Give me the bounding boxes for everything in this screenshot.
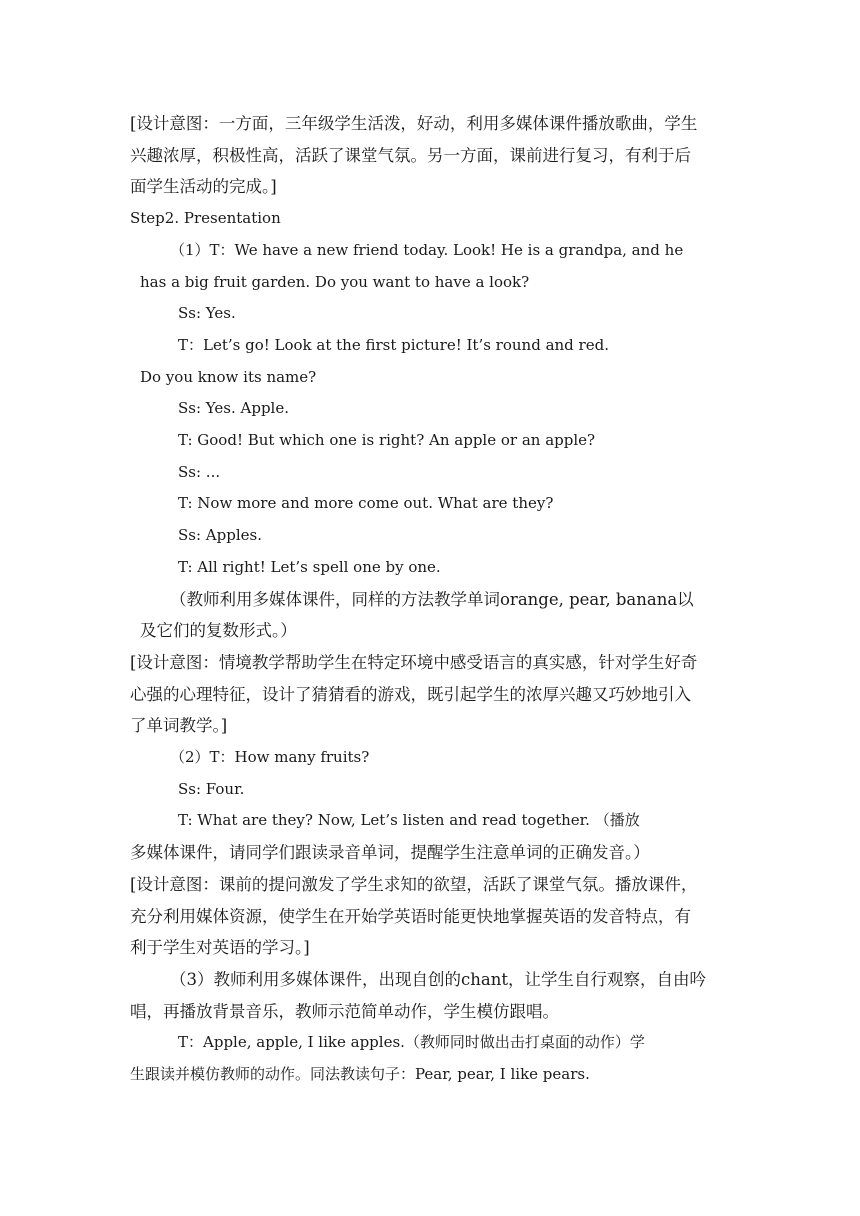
activity-line: （3）教师利用多媒体课件，出现自创的chant，让学生自行观察，自由吟 [170,969,706,989]
step-heading: Step2. Presentation [130,209,281,228]
teacher-note-line: （教师利用多媒体课件，同样的方法教学单词orange, pear, banana以 [170,589,694,609]
design-intent-paragraph-3-line-1: [设计意图：课前的提问激发了学生求知的欲望，活跃了课堂气氛。播放课件， [130,874,698,894]
dialogue-line: Ss: ... [178,462,221,481]
design-intent-paragraph-3-line-3: 利于学生对英语的学习。] [130,938,310,958]
dialogue-line: Do you know its name? [140,367,317,386]
dialogue-line: Ss: Four. [178,779,245,798]
document-page [130,108,730,1091]
design-intent-paragraph-2-line-1: [设计意图：情境教学帮助学生在特定环境中感受语言的真实感，针对学生好奇 [130,652,698,672]
dialogue-line: T: What are they? Now, Let’s listen and read together. （播放 [178,811,640,830]
dialogue-line: T: All right! Let’s spell one by one. [178,557,441,576]
design-intent-paragraph-1-line-1: [设计意图：一方面，三年级学生活泼，好动，利用多媒体课件播放歌曲，学生 [130,114,698,133]
design-intent-paragraph-1-line-2: 兴趣浓厚，积极性高，活跃了课堂气氛。另一方面，课前进行复习，有利于后 [130,145,691,165]
design-intent-paragraph-2-line-3: 了单词教学。] [130,716,228,736]
dialogue-line: （2）T：How many fruits? [170,748,370,767]
dialogue-line: has a big fruit garden. Do you want to have a look? [140,272,530,291]
dialogue-line: T: Now more and more come out. What are they? [178,494,554,513]
activity-line: T：Apple, apple, I like apples.（教师同时做出击打桌面的动作）学 [178,1033,645,1052]
dialogue-line: Ss: Apples. [178,526,262,545]
design-intent-paragraph-3-line-2: 充分利用媒体资源，使学生在开始学英语时能更快地掌握英语的发音特点，有 [130,906,691,926]
teacher-note-line: 多媒体课件，请同学们跟读录音单词，提醒学生注意单词的正确发音。） [130,843,650,863]
activity-line: 生跟读并模仿教师的动作。同法教读句子：Pear, pear, I like pears. [130,1065,590,1084]
dialogue-line: Ss: Yes. Apple. [178,399,289,418]
dialogue-line: Ss: Yes. [178,304,236,323]
dialogue-line: T：Let’s go! Look at the first picture! It’s round and red. [178,335,609,354]
design-intent-paragraph-2-line-2: 心强的心理特征，设计了猜猜看的游戏，既引起学生的浓厚兴趣又巧妙地引入 [130,684,691,704]
dialogue-line: （1）T：We have a new friend today. Look! He is a grandpa, and he [170,240,684,259]
design-intent-paragraph-1-line-3: 面学生活动的完成。] [130,177,277,197]
teacher-note-line: 及它们的复数形式。） [140,621,297,641]
dialogue-line: T: Good! But which one is right? An apple or an apple? [178,431,596,450]
activity-line: 唱，再播放背景音乐，教师示范简单动作，学生模仿跟唱。 [130,1001,559,1021]
